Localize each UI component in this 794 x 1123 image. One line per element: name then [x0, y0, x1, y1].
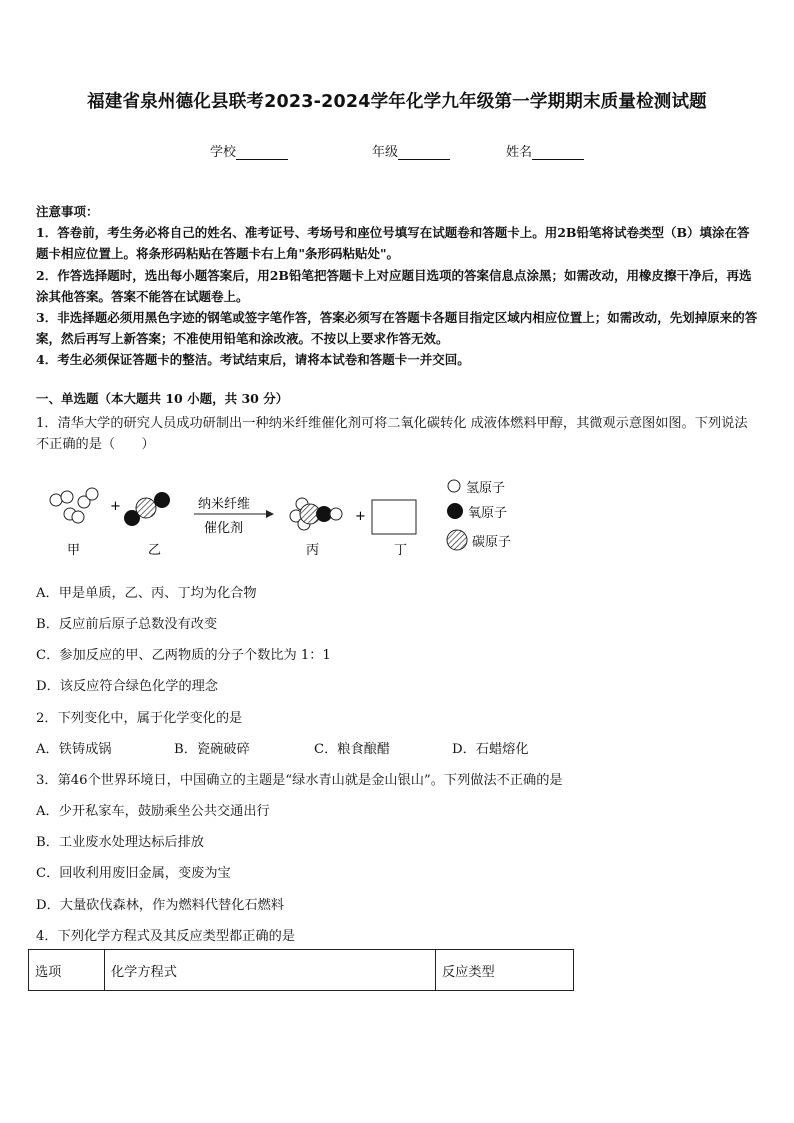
molecules-jia — [50, 488, 98, 523]
label-bing: 丙 — [306, 543, 320, 558]
table-header-row — [29, 950, 574, 991]
blank-box-ding — [372, 500, 416, 534]
arrow-label-top: 纳米纤维 — [198, 497, 251, 512]
label-jia: 甲 — [67, 543, 81, 558]
table-header-equation: 化学方程式 — [105, 950, 436, 991]
molecule-yi — [124, 492, 170, 526]
arrow-label-bottom: 催化剂 — [204, 521, 244, 536]
notice-item-2: 2．作答选择题时，选出每小题答案后，用2B铅笔把答题卡上对应题目选项的答案信息点涂黑；如需改动，用橡皮擦干净后，再选涂其他答案。答案不能答在试题卷上。 — [36, 267, 752, 304]
name-label: 姓名 — [506, 145, 533, 160]
legend-hydrogen — [446, 476, 505, 496]
table-header-type: 反应类型 — [436, 950, 574, 991]
reaction-svg — [40, 474, 460, 569]
grade-label: 年级 — [372, 145, 399, 160]
student-info-row — [0, 141, 794, 161]
q1-option-b[interactable]: B．反应前后原子总数没有改变 — [36, 617, 218, 632]
grade-field[interactable] — [372, 141, 450, 160]
legend-carbon — [446, 530, 511, 550]
q4-table — [28, 949, 574, 991]
plus-sign-2: + — [355, 509, 366, 524]
legend-carbon-label: 碳原子 — [472, 534, 512, 550]
plus-sign-1: + — [110, 499, 121, 514]
legend-oxygen-label: 氧原子 — [468, 505, 508, 521]
grade-blank[interactable] — [398, 145, 450, 160]
label-yi: 乙 — [148, 543, 162, 558]
q3-option-d[interactable]: D．大量砍伐森林，作为燃料代替化石燃料 — [36, 898, 284, 913]
school-label: 学校 — [210, 145, 237, 160]
q1-option-d[interactable]: D．该反应符合绿色化学的理念 — [36, 679, 219, 694]
legend-hydrogen-label: 氢原子 — [466, 480, 506, 496]
notice-block — [36, 201, 760, 371]
label-ding: 丁 — [394, 543, 408, 558]
question-1-stem: 1．清华大学的研究人员成功研制出一种纳米纤维催化剂可将二氧化碳转化 成液体燃料甲醇，其微观示意图如图。下列说法不正确的是（ ） — [36, 416, 748, 452]
oxygen-atom-icon — [446, 502, 464, 520]
section-heading: 一、单选题（本大题共 10 小题，共 30 分） — [36, 391, 289, 406]
q1-option-a[interactable]: A．甲是单质，乙、丙、丁均为化合物 — [36, 586, 257, 601]
atom-legend — [446, 474, 556, 564]
q1-option-c[interactable]: C．参加反应的甲、乙两物质的分子个数比为 1：1 — [36, 648, 331, 663]
school-field[interactable] — [210, 141, 288, 160]
q3-option-b[interactable]: B．工业废水处理达标后排放 — [36, 835, 204, 850]
notice-item-1: 1．答卷前，考生务必将自己的姓名、准考证号、考场号和座位号填写在试题卷和答题卡上。用2B铅笔将试卷类型（B）填涂在答题卡相应位置上。将条形码粘贴在答题卡右上角"条形码粘贴处"。 — [36, 225, 750, 262]
name-field[interactable] — [506, 141, 584, 160]
school-blank[interactable] — [236, 145, 288, 160]
notice-item-3: 3．非选择题必须用黑色字迹的钢笔或签字笔作答，答案必须写在答题卡各题目指定区域内相应位置上；如需改动，先划掉原来的答案，然后再写上新答案；不准使用铅笔和涂改液。不按以上要求作答无效。 — [36, 310, 758, 347]
q3-option-a[interactable]: A．少开私家车，鼓励乘坐公共交通出行 — [36, 804, 270, 819]
hydrogen-atom-icon — [446, 478, 462, 494]
question-3-stem: 3．第46个世界环境日，中国确立的主题是“绿水青山就是金山银山”。下列做法不正确的是 — [36, 773, 563, 788]
q2-option-d[interactable]: D．石蜡熔化 — [452, 742, 529, 757]
notice-item-4: 4．考生必须保证答题卡的整洁。考试结束后，请将本试卷和答题卡一并交回。 — [36, 352, 470, 368]
q3-option-c[interactable]: C．回收利用废旧金属，变废为宝 — [36, 866, 231, 881]
question-2-stem: 2．下列变化中，属于化学变化的是 — [36, 711, 243, 726]
molecule-bing — [290, 498, 342, 530]
page-title: 福建省泉州德化县联考2023-2024学年化学九年级第一学期期末质量检测试题 — [87, 92, 707, 112]
q2-option-b[interactable]: B．瓷碗破碎 — [174, 742, 250, 757]
q2-option-a[interactable]: A．铁铸成锅 — [36, 742, 112, 757]
carbon-atom-icon — [446, 529, 468, 551]
legend-oxygen — [446, 501, 507, 521]
table-header-option: 选项 — [29, 950, 105, 991]
question-4-stem: 4．下列化学方程式及其反应类型都正确的是 — [36, 929, 295, 944]
q2-option-c[interactable]: C．粮食酿醋 — [314, 742, 391, 757]
notice-heading: 注意事项： — [36, 204, 99, 219]
name-blank[interactable] — [532, 145, 584, 160]
